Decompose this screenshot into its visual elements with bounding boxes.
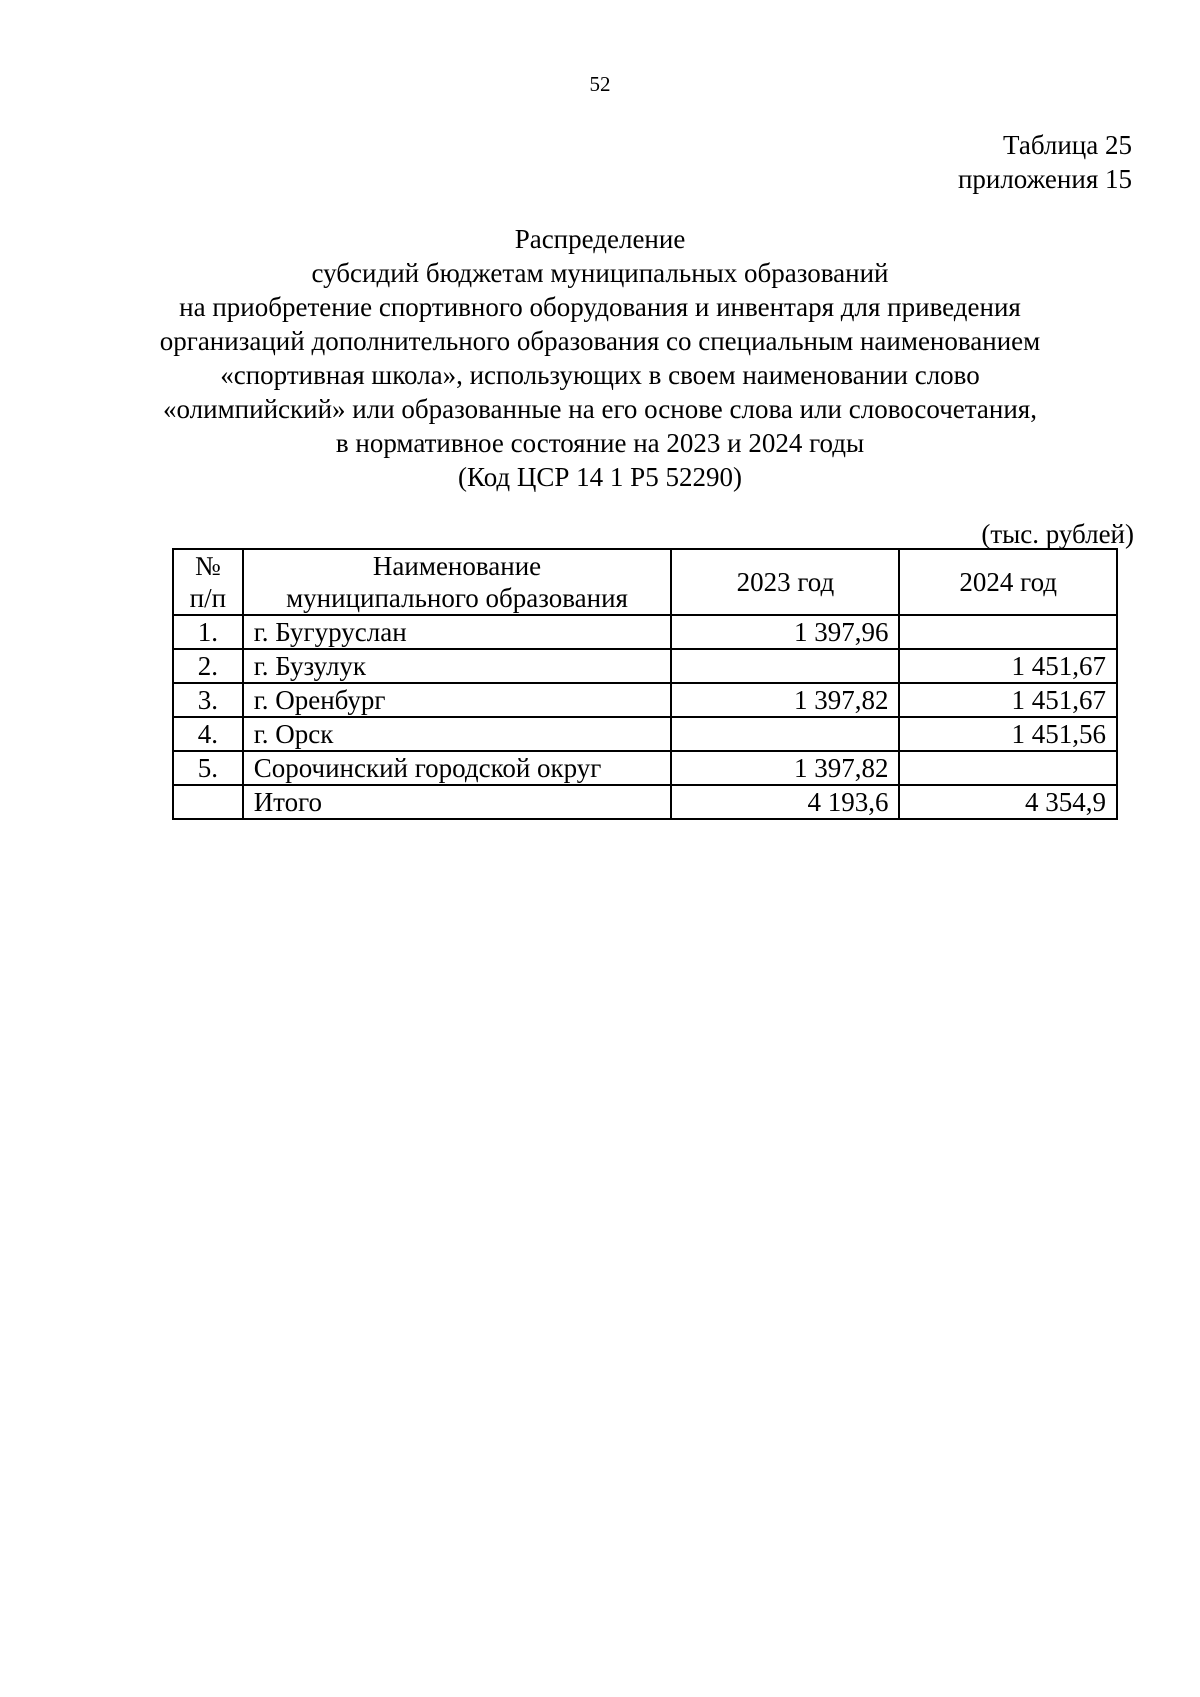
header-number bbox=[173, 549, 243, 615]
row-number: 5. bbox=[173, 751, 243, 785]
value-2023: 1 397,82 bbox=[671, 683, 899, 717]
header-name-line-2: муниципального образования bbox=[286, 583, 628, 613]
row-number: 1. bbox=[173, 615, 243, 649]
municipality-name: г. Орск bbox=[243, 717, 672, 751]
title-line: (Код ЦСР 14 1 Р5 52290) bbox=[458, 462, 742, 492]
title-line: в нормативное состояние на 2023 и 2024 годы bbox=[335, 428, 865, 458]
header-year-2024: 2024 год bbox=[899, 549, 1117, 615]
table-reference-line-1: Таблица 25 bbox=[1003, 130, 1132, 160]
table-row bbox=[173, 683, 1117, 717]
total-row bbox=[173, 785, 1117, 819]
document-title bbox=[0, 222, 1200, 494]
row-number: 3. bbox=[173, 683, 243, 717]
municipality-name: г. Оренбург bbox=[243, 683, 672, 717]
header-name-line-1: Наименование bbox=[372, 551, 542, 581]
total-number-cell bbox=[173, 785, 243, 819]
total-label: Итого bbox=[243, 785, 672, 819]
municipality-name: г. Бугуруслан bbox=[243, 615, 672, 649]
title-line: «олимпийский» или образованные на его основе слова или словосочетания, bbox=[163, 394, 1037, 424]
table-reference bbox=[958, 128, 1132, 196]
title-line: Распределение bbox=[514, 224, 686, 254]
table-row bbox=[173, 751, 1117, 785]
table-reference-line-2: приложения 15 bbox=[957, 164, 1132, 194]
distribution-table bbox=[172, 548, 1118, 820]
table-header-row bbox=[173, 549, 1117, 615]
units-label: (тыс. рублей) bbox=[981, 519, 1134, 549]
header-number-line-1: № bbox=[194, 551, 221, 581]
value-2023 bbox=[671, 649, 899, 683]
value-2024 bbox=[899, 751, 1117, 785]
header-name bbox=[243, 549, 672, 615]
value-2024: 1 451,56 bbox=[899, 717, 1117, 751]
page-number: 52 bbox=[589, 72, 611, 96]
header-number-line-2: п/п bbox=[189, 583, 227, 613]
table-row bbox=[173, 615, 1117, 649]
title-line: субсидий бюджетам муниципальных образований bbox=[311, 258, 889, 288]
table-row bbox=[173, 717, 1117, 751]
title-line: организаций дополнительного образования со специальным наименованием bbox=[159, 326, 1041, 356]
value-2024: 1 451,67 bbox=[899, 683, 1117, 717]
municipality-name: Сорочинский городской округ bbox=[243, 751, 672, 785]
value-2023: 1 397,96 bbox=[671, 615, 899, 649]
value-2023 bbox=[671, 717, 899, 751]
total-2023: 4 193,6 bbox=[671, 785, 899, 819]
title-line: на приобретение спортивного оборудования и инвентаря для приведения bbox=[179, 292, 1021, 322]
total-2024: 4 354,9 bbox=[899, 785, 1117, 819]
municipality-name: г. Бузулук bbox=[243, 649, 672, 683]
value-2024 bbox=[899, 615, 1117, 649]
value-2023: 1 397,82 bbox=[671, 751, 899, 785]
title-line: «спортивная школа», использующих в своем наименовании слово bbox=[220, 360, 980, 390]
value-2024: 1 451,67 bbox=[899, 649, 1117, 683]
row-number: 4. bbox=[173, 717, 243, 751]
row-number: 2. bbox=[173, 649, 243, 683]
header-year-2023: 2023 год bbox=[671, 549, 899, 615]
table-row bbox=[173, 649, 1117, 683]
